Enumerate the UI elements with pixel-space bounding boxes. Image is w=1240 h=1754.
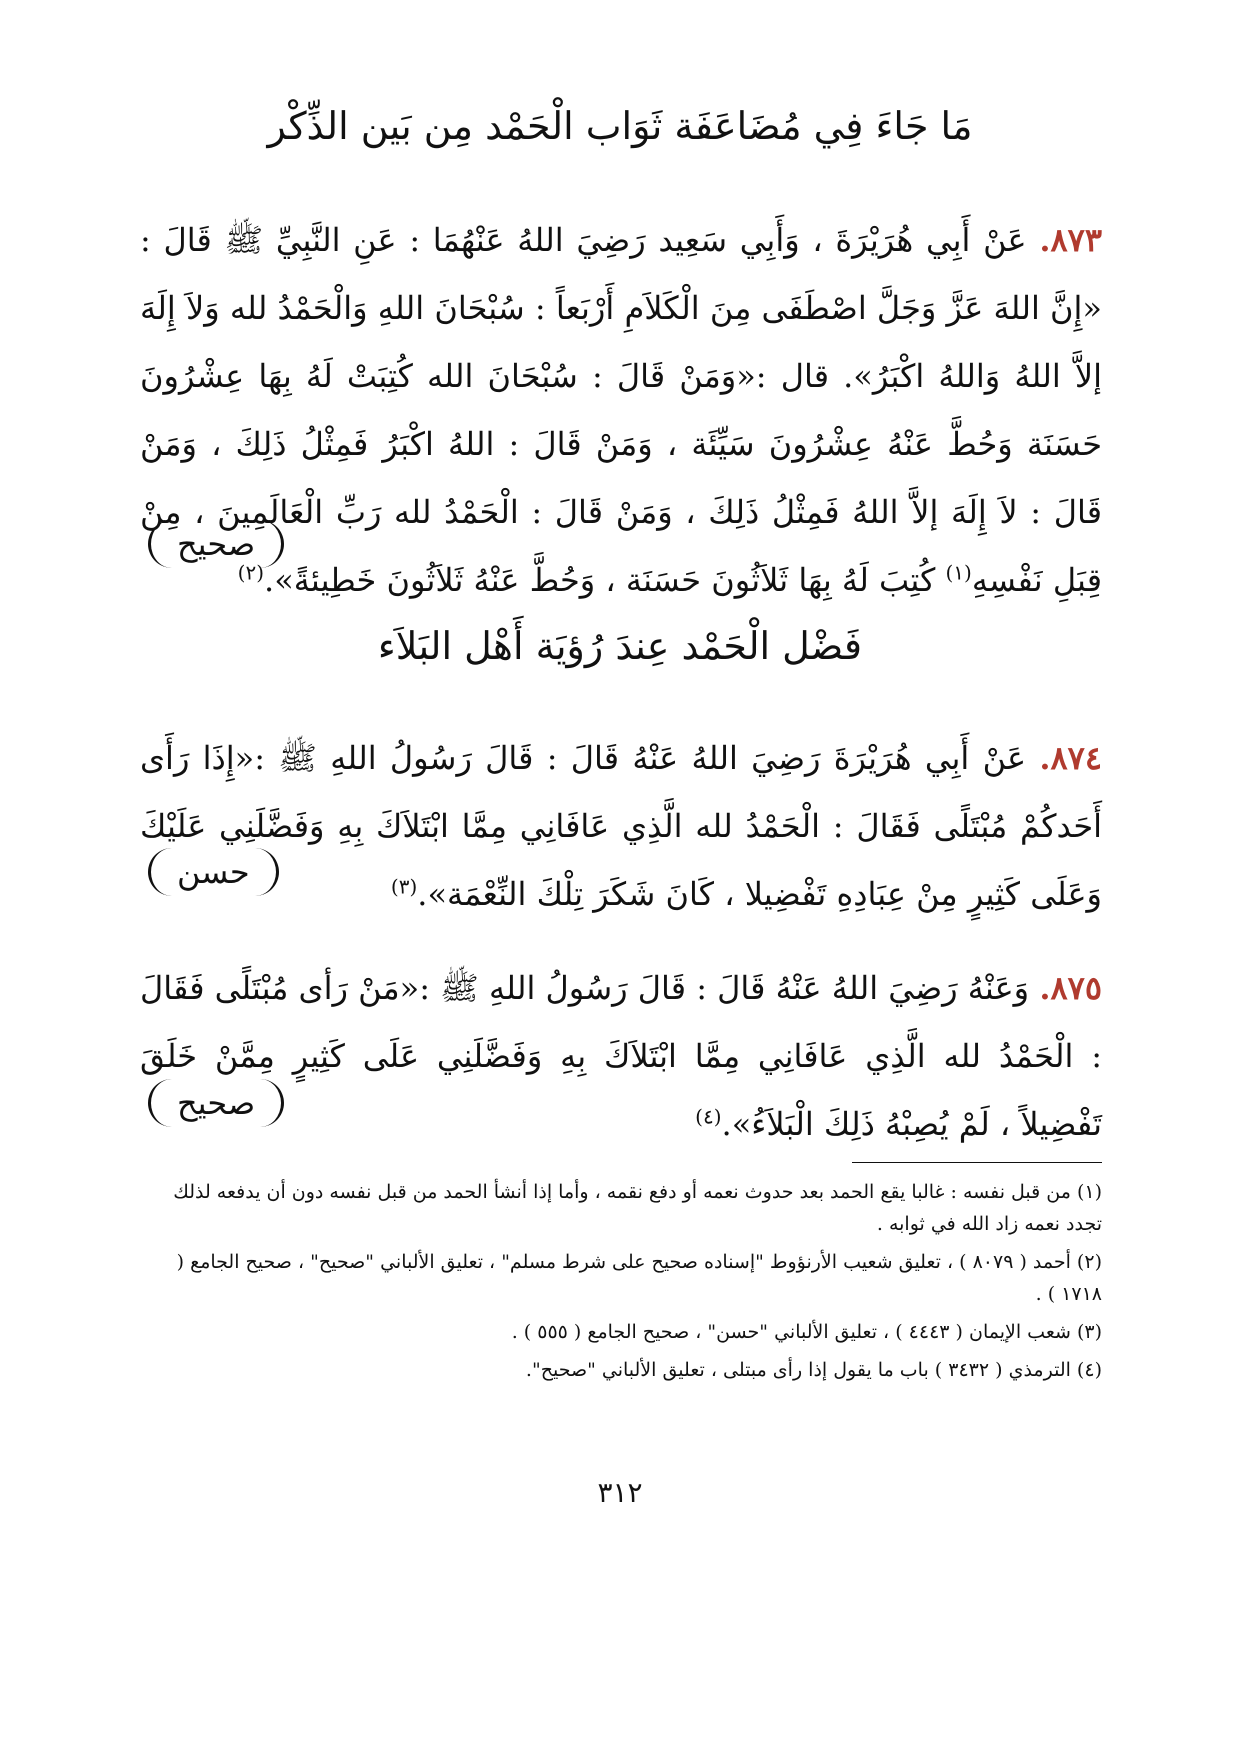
footnotes (140, 1176, 1102, 1392)
hadith-875 (140, 954, 1102, 1158)
hadith-text-cont: كُتِبَ لَهُ بِهَا ثَلاَثُونَ حَسَنَة ، وَحُطَّ عَنْهُ ثَلاَثُونَ خَطِيئةً». (264, 561, 936, 599)
footnote-ref: (١) (945, 560, 972, 585)
footnote-ref: (٢) (237, 560, 265, 585)
hadith-number: ٨٧٣. (1039, 221, 1103, 259)
section-heading-2: فَضْل الْحَمْد عِندَ رُؤيَة أَهْل البَلاَء (377, 624, 863, 668)
footnote-2: (٢) أحمد ( ٨٠٧٩ ) ، تعليق شعيب الأرنؤوط "إسناده صحيح على شرط مسلم" ، تعليق الألباني "صحيح" ، صحيح الجامع ( ١٧١٨ ) . (176, 1251, 1102, 1305)
footnote-3: (٣) شعب الإيمان ( ٤٤٤٣ ) ، تعليق الألباني "حسن" ، صحيح الجامع ( ٥٥٥ ) . (511, 1321, 1102, 1343)
grade-badge-sahih (148, 520, 284, 568)
hadith-number: ٨٧٥. (1039, 969, 1103, 1007)
hadith-number: ٨٧٤. (1039, 739, 1103, 777)
footnote-4: (٤) الترمذي ( ٣٤٣٢ ) باب ما يقول إذا رأى مبتلى ، تعليق الألباني "صحيح". (525, 1359, 1102, 1381)
footnote-1: (١) من قبل نفسه : غالبا يقع الحمد بعد حدوث نعمه أو دفع نقمه ، وأما إذا أنشأ الحمد من قبل نفسه دون أن يدفعه لذلك تجدد نعمه زاد الله في ثوابه . (173, 1181, 1102, 1235)
grade-badge-sahih (148, 1079, 284, 1127)
grade-label: صحيح (177, 525, 256, 563)
footnote-ref: (٣) (390, 874, 418, 899)
hadith-text: وَعَنْهُ رَضِيَ اللهُ عَنْهُ قَالَ : قَالَ رَسُولُ اللهِ ﷺ :«مَنْ رَأى مُبْتَلًى فَقَالَ : الْحَمْدُ لله الَّذِي عَافَانِي مِمَّا ابْتَلاَكَ بِهِ وَفَضَّلَنِي عَلَى كَثِيرٍ مِمَّنْ خَلَقَ تَفْضِيلاً ، لَمْ يُصِبْهُ ذَلِكَ الْبَلاَءُ». (140, 969, 1102, 1143)
footnote-divider (852, 1162, 1102, 1163)
hadith-873 (140, 206, 1102, 614)
grade-badge-hasan (148, 848, 279, 896)
grade-label: حسن (177, 853, 250, 891)
hadith-874 (140, 724, 1102, 928)
hadith-text: عَنْ أَبِي هُرَيْرَةَ رَضِيَ اللهُ عَنْهُ قَالَ : قَالَ رَسُولُ اللهِ ﷺ :«إِذَا رَأَى أَحَدكُمْ مُبْتَلًى فَقَالَ : الْحَمْدُ لله الَّذِي عَافَانِي مِمَّا ابْتَلاَكَ بِهِ وَفَضَّلَنِي عَلَيْكَ وَعَلَى كَثِيرٍ مِنْ عِبَادِهِ تَفْضِيلا ، كَانَ شَكَرَ تِلْكَ النِّعْمَة». (140, 739, 1102, 913)
footnote-ref: (٤) (695, 1104, 722, 1129)
hadith-text: عَنْ أَبِي هُرَيْرَةَ ، وَأَبِي سَعِيد رَضِيَ اللهُ عَنْهُمَا : عَنِ النَّبِيِّ ﷺ قَالَ : «إِنَّ اللهَ عَزَّ وَجَلَّ اصْطَفَى مِنَ الْكَلاَمِ أَرْبَعاً : سُبْحَانَ اللهِ وَالْحَمْدُ لله وَلاَ إِلَهَ إلاَّ اللهُ وَاللهُ اكْبَرُ». قال :«وَمَنْ قَالَ : سُبْحَانَ الله كُتِبَتْ لَهُ بِهَا عِشْرُونَ حَسَنَة وَحُطَّ عَنْهُ عِشْرُونَ سَيِّئَة ، وَمَنْ قَالَ : اللهُ اكْبَرُ فَمِثْلُ ذَلِكَ ، وَمَنْ قَالَ : لاَ إِلَهَ إلاَّ اللهُ فَمِثْلُ ذَلِكَ ، وَمَنْ قَالَ : الْحَمْدُ لله رَبِّ الْعَالَمِينَ ، مِنْ قِبَلِ نَفْسِهِ (140, 221, 1103, 599)
section-heading-1: مَا جَاءَ فِي مُضَاعَفَة ثَوَاب الْحَمْد مِن بَين الذِّكْر (267, 104, 973, 148)
page-number: ٣١٢ (597, 1476, 643, 1509)
grade-label: صحيح (177, 1084, 256, 1122)
